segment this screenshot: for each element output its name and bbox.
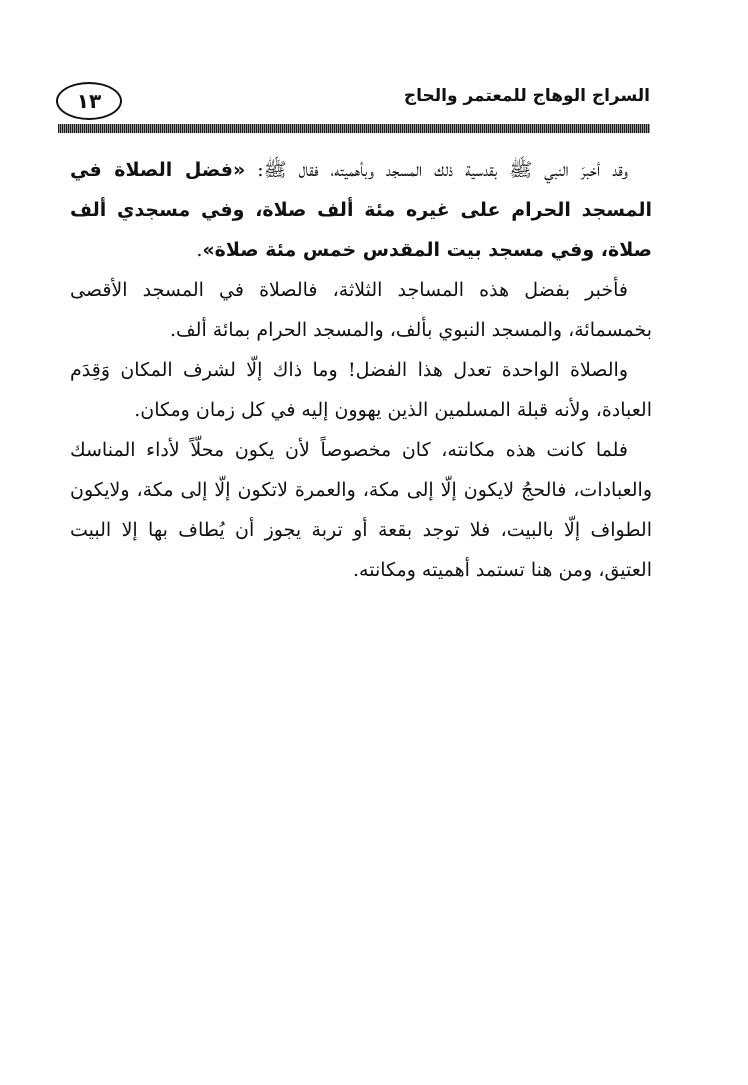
paragraph-4: فلما كانت هذه مكانته، كان مخصوصاً لأن يكون محلّاً لأداء المناسك والعبادات، فالحجُ لايكون إلّا إلى مكة، والعمرة لاتكون إلّا إلى مكة، ولايكون الطواف إلّا بالبيت، فلا توجد بقعة أو تربة يجوز أن يُطاف بها إلا البيت العتيق، ومن هنا تستمد أهميته ومكانته.	[70, 439, 652, 581]
page-number: ١٣	[56, 82, 122, 120]
paragraph-3: والصلاة الواحدة تعدل هذا الفضل! وما ذاك إلّا لشرف المكان وَقِدَم العبادة، ولأنه قبلة المسلمين الذين يهوون إليه في كل زمان ومكان.	[70, 359, 652, 421]
header-rule	[58, 124, 650, 133]
paragraph-2: فأخبر بفضل هذه المساجد الثلاثة، فالصلاة في المسجد الأقصى بخمسمائة، والمسجد النبوي بألف، والمسجد الحرام بمائة ألف.	[70, 279, 652, 341]
page-header	[56, 80, 650, 122]
paragraph-1	[70, 150, 652, 270]
paragraph-1-intro: وقد أخبرَ النبي ﷺ بقدسية ذلك المسجد وبأهميته، فقال ﷺ:	[245, 159, 628, 181]
paragraph-1-end: .	[196, 239, 203, 261]
running-title: السراج الوهاج للمعتمر والحاج	[403, 86, 650, 106]
body-text	[70, 150, 652, 590]
hadith-quote: «فضل الصلاة في المسجد الحرام على غيره مئة ألف صلاة، وفي مسجدي ألف صلاة، وفي مسجد بيت المقدس خمس مئة صلاة»	[70, 159, 652, 261]
